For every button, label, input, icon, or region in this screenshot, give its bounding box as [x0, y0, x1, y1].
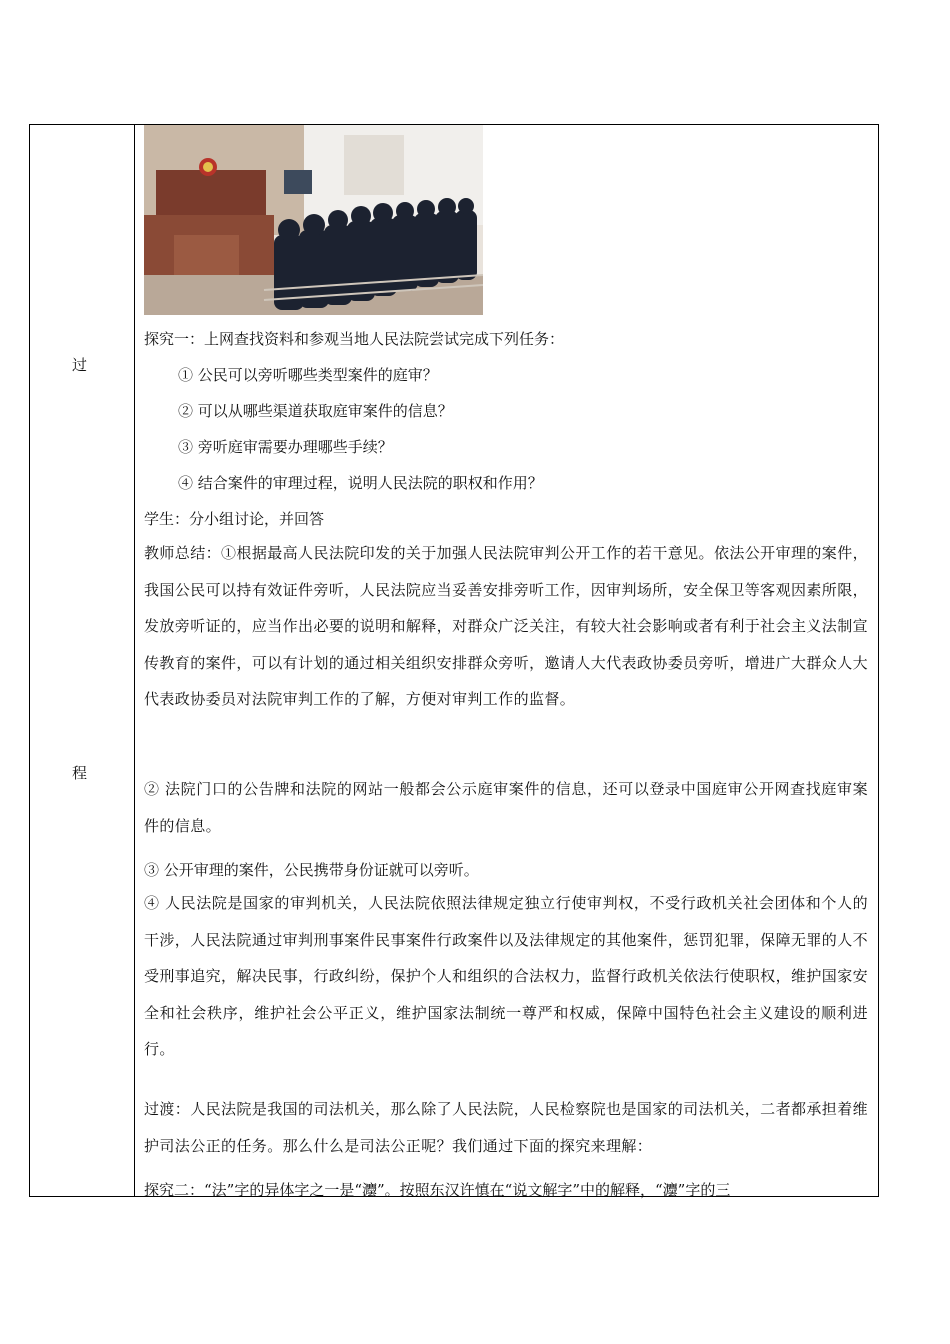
courtroom-photo — [144, 125, 483, 315]
inquiry1-intro: 探究一：上网查找资料和参观当地人民法院尝试完成下列任务： — [144, 330, 565, 348]
inquiry1-question-4: ④ 结合案件的审理过程，说明人民法院的职权和作用？ — [178, 474, 543, 492]
inquiry2-intro: 探究二：“法”字的异体字之一是“灋”。按照东汉许慎在“说文解字”中的解释，“灋”字的三 — [144, 1181, 731, 1199]
inquiry1-question-3: ③ 旁听庭审需要办理哪些手续？ — [178, 438, 393, 456]
inquiry1-question-1: ① 公民可以旁听哪些类型案件的庭审？ — [178, 366, 438, 384]
teacher-summary-3: ③ 公开审理的案件，公民携带身份证就可以旁听。 — [144, 861, 479, 879]
student-response: 学生：分小组讨论，并回答 — [144, 510, 325, 528]
column-divider — [134, 125, 135, 1196]
teacher-summary-4: ④ 人民法院是国家的审判机关，人民法院依照法律规定独立行使审判权，不受行政机关社会团体和个人的干涉，人民法院通过审判刑事案件民事案件行政案件以及法律规定的其他案件，惩罚犯罪，保障无罪的人不受刑事追究，解决民事，行政纠纷，保护个人和组织的合法权力，监督行政机关依法行使职权，维护国家安全和社会秩序，维护社会公平正义，维护国家法制统一尊严和权威，保障中国特色社会主义建设的顺利进行。 — [144, 894, 868, 1058]
teacher-summary-1: 教师总结：①根据最高人民法院印发的关于加强人民法院审判公开工作的若干意见。依法公开审理的案件，我国公民可以持有效证件旁听，人民法院应当妥善安排旁听工作，因审判场所，安全保卫等客观因素所限，发放旁听证的，应当作出必要的说明和解释，对群众广泛关注，有较大社会影响或者有利于社会主义法制宣传教育的案件，可以有计划的通过相关组织安排群众旁听，邀请人大代表政协委员旁听，增进广大群众人大代表政协委员对法院审判工作的了解，方便对审判工作的监督。 — [144, 544, 868, 708]
lesson-table — [29, 124, 879, 1197]
teacher-summary-2: ② 法院门口的公告牌和法院的网站一般都会公示庭审案件的信息，还可以登录中国庭审公开网查找庭审案件的信息。 — [144, 780, 868, 835]
transition-paragraph: 过渡：人民法院是我国的司法机关，那么除了人民法院，人民检察院也是国家的司法机关，二者都承担着维护司法公正的任务。那么什么是司法公正呢？我们通过下面的探究来理解： — [144, 1100, 868, 1155]
process-label-bottom: 程 — [72, 764, 88, 782]
process-label-top: 过 — [72, 356, 88, 374]
inquiry1-question-2: ② 可以从哪些渠道获取庭审案件的信息？ — [178, 402, 453, 420]
